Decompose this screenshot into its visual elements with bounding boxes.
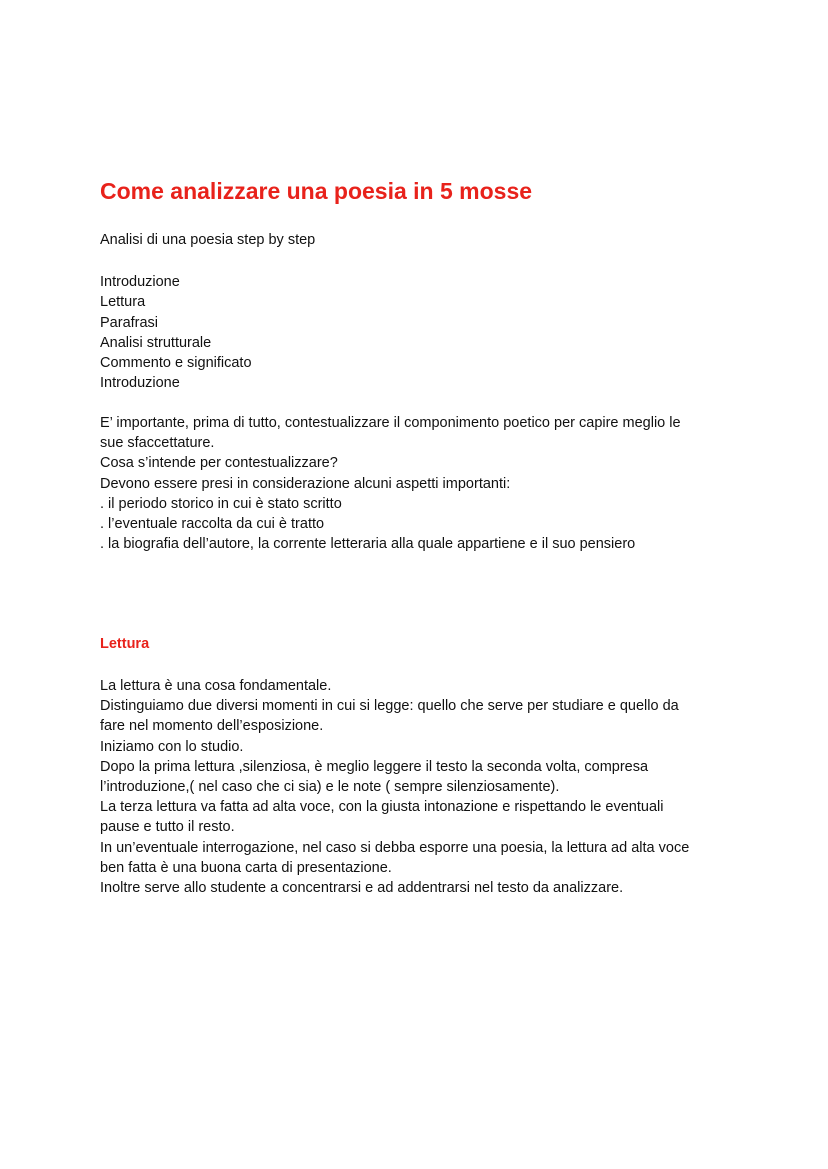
toc-item: Lettura (100, 294, 146, 311)
paragraph-line: Distinguiamo due diversi momenti in cui si legge: quello che serve per studiare e quello da (100, 698, 679, 715)
paragraph-line: Devono essere presi in considerazione alcuni aspetti importanti: (100, 475, 511, 492)
paragraph-line: Dopo la prima lettura ,silenziosa, è meglio leggere il testo la seconda volta, compresa (100, 758, 649, 775)
paragraph-line: sue sfaccettature. (100, 435, 215, 452)
introduction-paragraph (100, 413, 740, 554)
toc-item: Introduzione (100, 274, 180, 290)
table-of-contents (100, 272, 252, 394)
toc-item: Commento e significato (100, 355, 252, 372)
paragraph-line: Cosa s’intende per contestualizzare? (100, 455, 338, 472)
paragraph-line: l’introduzione,( nel caso che ci sia) e le note ( sempre silenziosamente). (100, 779, 560, 796)
paragraph-line: pause e tutto il resto. (100, 819, 235, 836)
paragraph-line: fare nel momento dell’esposizione. (100, 718, 324, 735)
bullet-line: . il periodo storico in cui è stato scritto (100, 495, 342, 512)
paragraph-line: Inoltre serve allo studente a concentrarsi e ad addentrarsi nel testo da analizzare. (100, 880, 624, 897)
section-heading-lettura: Lettura (100, 636, 150, 652)
lettura-paragraph (100, 676, 740, 898)
bullet-line: . la biografia dell’autore, la corrente letteraria alla quale appartiene e il suo pensiero (100, 536, 636, 553)
toc-item: Introduzione (100, 375, 180, 392)
paragraph-line: La terza lettura va fatta ad alta voce, con la giusta intonazione e rispettando le eventuali (100, 799, 664, 816)
document-subtitle: Analisi di una poesia step by step (100, 232, 316, 248)
paragraph-line: E’ importante, prima di tutto, contestualizzare il componimento poetico per capire meglio le (100, 415, 681, 431)
toc-item: Parafrasi (100, 314, 159, 331)
paragraph-line: ben fatta è una buona carta di presentazione. (100, 859, 392, 876)
paragraph-line: In un’eventuale interrogazione, nel caso si debba esporre una poesia, la lettura ad alta voce (100, 839, 690, 856)
toc-item: Analisi strutturale (100, 334, 212, 351)
document-title: Come analizzare una poesia in 5 mosse (100, 178, 533, 204)
bullet-line: . l’eventuale raccolta da cui è tratto (100, 516, 325, 533)
paragraph-line: Iniziamo con lo studio. (100, 738, 244, 755)
paragraph-line: La lettura è una cosa fondamentale. (100, 678, 332, 694)
